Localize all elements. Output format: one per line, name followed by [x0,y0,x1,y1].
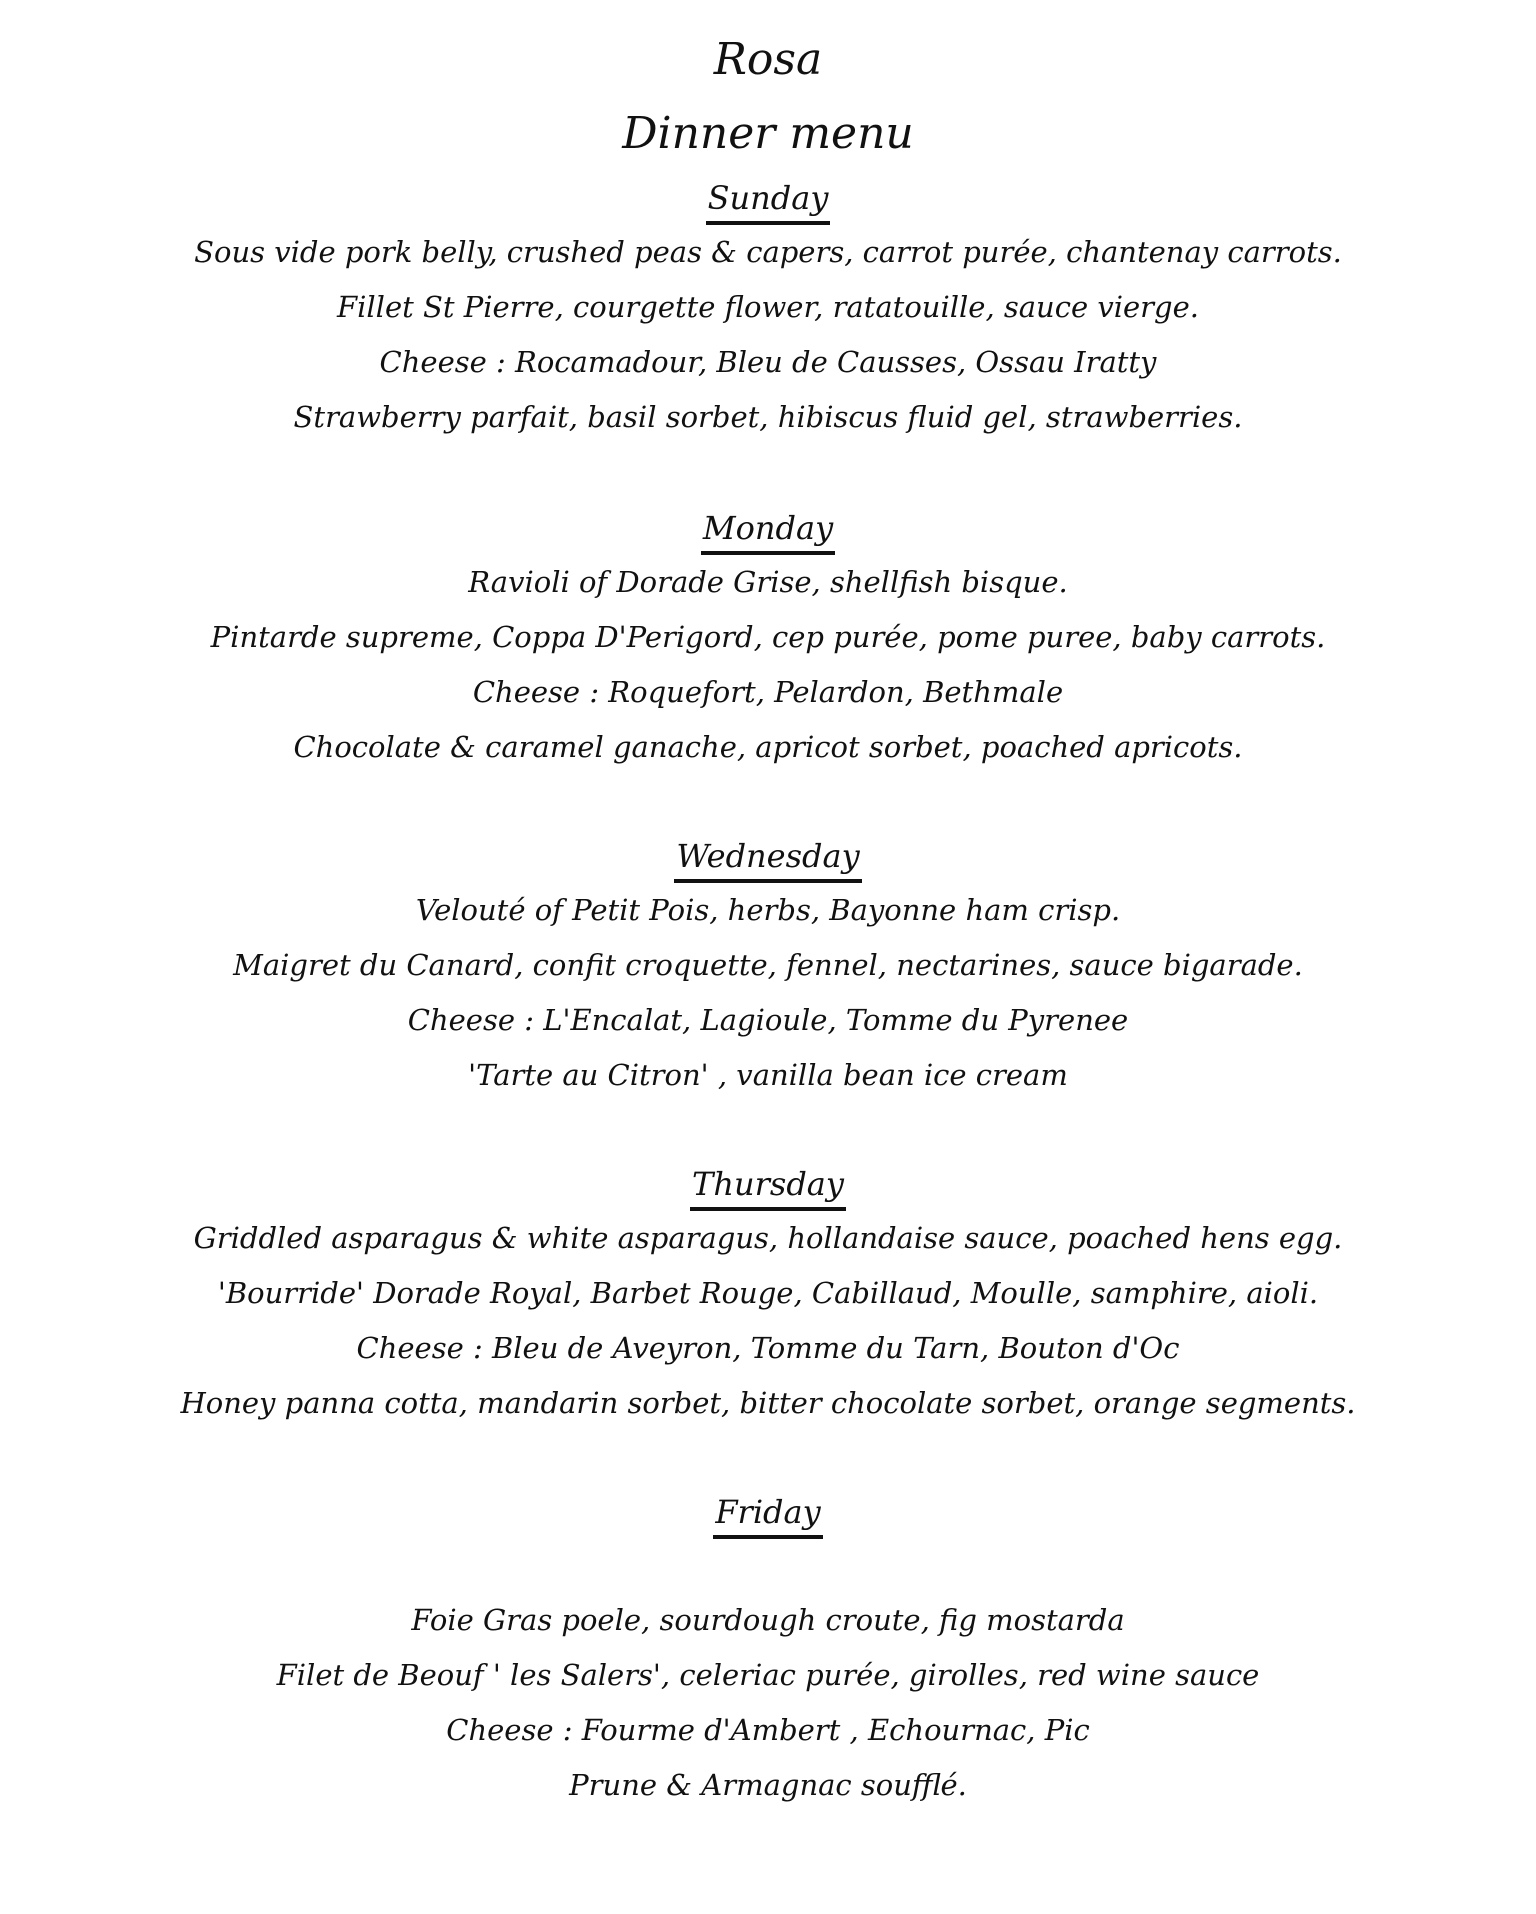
dish-main: Maigret du Canard, confit croquette, fennel, nectarines, sauce bigarade. [233,948,1303,982]
day-section-thursday [0,1162,1536,1431]
dish-list-monday [0,555,1536,775]
day-heading-thursday: Thursday [690,1162,846,1211]
day-section-monday [0,506,1536,775]
day-section-friday [0,1490,1536,1813]
dish-main: Fillet St Pierre, courgette flower, ratatouille, sauce vierge. [337,290,1199,324]
day-heading-monday: Monday [701,506,835,555]
dish-cheese: Cheese : Bleu de Aveyron, Tomme du Tarn, Bouton d'Oc [356,1331,1180,1365]
dish-cheese: Cheese : L'Encalat, Lagioule, Tomme du Pyrenee [407,1003,1129,1037]
dish-starter: Foie Gras poele, sourdough croute, fig mostarda [411,1603,1125,1637]
dish-starter: Griddled asparagus & white asparagus, hollandaise sauce, poached hens egg. [193,1221,1343,1255]
dish-cheese: Cheese : Fourme d'Ambert , Echournac, Pic [446,1713,1090,1747]
dish-dessert: Prune & Armagnac soufflé. [569,1768,967,1802]
day-section-wednesday [0,834,1536,1103]
dish-starter: Sous vide pork belly, crushed peas & capers, carrot purée, chantenay carrots. [194,235,1342,269]
dish-list-sunday [0,225,1536,445]
menu-title: Dinner menu [622,108,914,159]
dish-dessert: Honey panna cotta, mandarin sorbet, bitter chocolate sorbet, orange segments. [180,1386,1356,1420]
day-heading-wednesday: Wednesday [674,834,861,883]
dish-cheese: Cheese : Roquefort, Pelardon, Bethmale [472,675,1064,709]
dish-starter: Ravioli of Dorade Grise, shellfish bisque. [468,565,1068,599]
day-section-sunday [0,176,1536,445]
dish-starter: Velouté of Petit Pois, herbs, Bayonne ham crisp. [415,893,1121,927]
dish-list-wednesday [0,883,1536,1103]
dish-main: Pintarde supreme, Coppa D'Perigord, cep purée, pome puree, baby carrots. [210,620,1326,654]
dish-dessert: Strawberry parfait, basil sorbet, hibiscus fluid gel, strawberries. [293,400,1243,434]
restaurant-name: Rosa [713,34,823,85]
dish-main: Filet de Beouf ' les Salers', celeriac purée, girolles, red wine sauce [276,1658,1260,1692]
dish-cheese: Cheese : Rocamadour, Bleu de Causses, Ossau Iratty [379,345,1157,379]
dish-dessert: 'Tarte au Citron' , vanilla bean ice cream [468,1058,1068,1092]
day-heading-sunday: Sunday [706,176,831,225]
dish-dessert: Chocolate & caramel ganache, apricot sorbet, poached apricots. [293,730,1243,764]
dish-list-thursday [0,1211,1536,1431]
day-heading-friday: Friday [713,1490,822,1539]
dish-main: 'Bourride' Dorade Royal, Barbet Rouge, Cabillaud, Moulle, samphire, aioli. [217,1276,1319,1310]
dish-list-friday [0,1593,1536,1813]
